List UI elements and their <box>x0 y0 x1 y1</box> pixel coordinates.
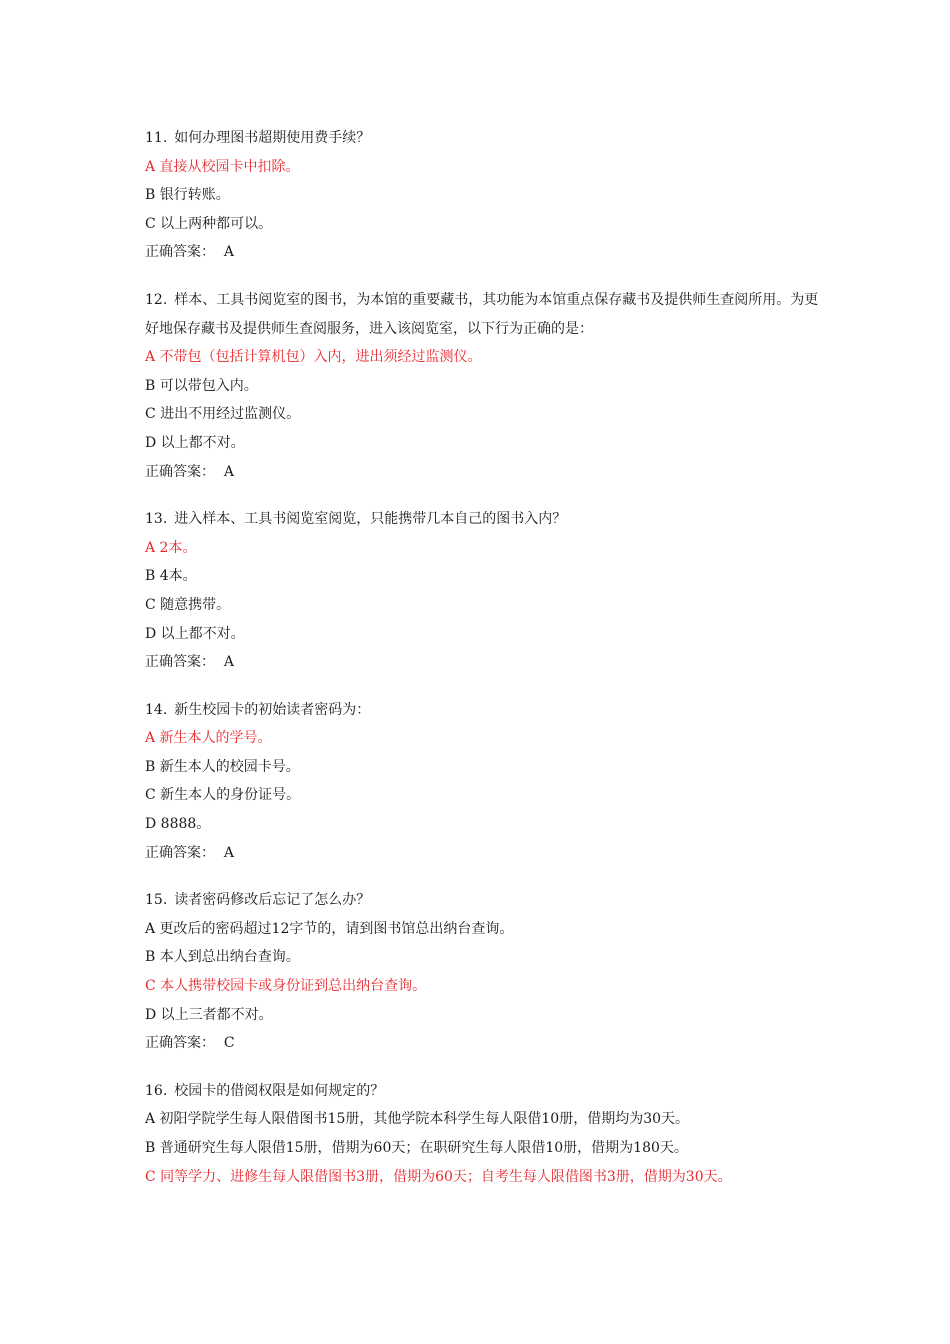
question-number: 16. <box>145 1082 168 1099</box>
answer-value: A <box>223 463 235 480</box>
option-correct: A 2本。 <box>145 539 197 556</box>
answer-label: 正确答案： <box>145 654 215 671</box>
option: D 以上都不对。 <box>145 434 245 451</box>
answer-label: 正确答案： <box>145 1035 215 1052</box>
option: D 8888。 <box>145 816 211 833</box>
question-number: 13. <box>145 511 168 528</box>
correct-answer-line <box>145 238 825 267</box>
question-block <box>145 1077 825 1191</box>
answer-label: 正确答案： <box>145 463 215 480</box>
question-text <box>145 286 825 343</box>
document-body <box>145 124 825 1210</box>
question-number: 15. <box>145 892 168 909</box>
option-correct: C 本人携带校园卡或身份证到总出纳台查询。 <box>145 978 427 995</box>
option: D 以上三者都不对。 <box>145 1006 273 1023</box>
correct-answer-line <box>145 458 825 487</box>
correct-answer-line <box>145 839 825 868</box>
option: B 可以带包入内。 <box>145 377 258 394</box>
question-block <box>145 696 825 868</box>
question-text <box>145 696 825 725</box>
option-correct: C 同等学力、进修生每人限借图书3册，借期为60天；自考生每人限借图书3册，借期为30天。 <box>145 1168 732 1185</box>
option: A 更改后的密码超过12字节的，请到图书馆总出纳台查询。 <box>145 920 514 937</box>
question-stem: 读者密码修改后忘记了怎么办？ <box>174 892 371 909</box>
question-block <box>145 286 825 486</box>
option: C 随意携带。 <box>145 596 231 613</box>
option: B 新生本人的校园卡号。 <box>145 758 300 775</box>
option: D 以上都不对。 <box>145 625 245 642</box>
option-correct: A 直接从校园卡中扣除。 <box>145 158 300 175</box>
question-text <box>145 886 825 915</box>
question-stem: 样本、工具书阅览室的图书，为本馆的重要藏书，其功能为本馆重点保存藏书及提供师生查阅所用。为更好地保存藏书及提供师生查阅服务，进入该阅览室，以下行为正确的是： <box>145 291 819 337</box>
answer-value: A <box>223 844 235 861</box>
question-block <box>145 505 825 677</box>
answer-label: 正确答案： <box>145 244 215 261</box>
answer-label: 正确答案： <box>145 844 215 861</box>
question-text <box>145 1077 825 1106</box>
option: B 本人到总出纳台查询。 <box>145 949 300 966</box>
answer-value: A <box>223 244 235 261</box>
answer-value: C <box>223 1035 235 1052</box>
answer-value: A <box>223 654 235 671</box>
option: C 进出不用经过监测仪。 <box>145 406 301 423</box>
question-text <box>145 505 825 534</box>
question-stem: 校园卡的借阅权限是如何规定的？ <box>174 1082 385 1099</box>
correct-answer-line <box>145 648 825 677</box>
correct-answer-line <box>145 1029 825 1058</box>
option: C 新生本人的身份证号。 <box>145 787 301 804</box>
question-block <box>145 124 825 267</box>
option-correct: A 不带包（包括计算机包）入内，进出须经过监测仪。 <box>145 349 482 366</box>
question-block <box>145 886 825 1058</box>
question-stem: 进入样本、工具书阅览室阅览，只能携带几本自己的图书入内？ <box>174 511 567 528</box>
question-number: 14. <box>145 701 168 718</box>
option-correct: A 新生本人的学号。 <box>145 730 272 747</box>
question-stem: 如何办理图书超期使用费手续？ <box>174 130 371 146</box>
option: C 以上两种都可以。 <box>145 215 273 232</box>
question-number: 11. <box>145 130 168 146</box>
option: B 4本。 <box>145 568 197 585</box>
option: B 银行转账。 <box>145 187 230 204</box>
question-number: 12. <box>145 291 168 308</box>
question-stem: 新生校园卡的初始读者密码为： <box>174 701 371 718</box>
option: B 普通研究生每人限借15册，借期为60天；在职研究生每人限借10册，借期为180天。 <box>145 1140 688 1156</box>
option: A 初阳学院学生每人限借图书15册，其他学院本科学生每人限借10册，借期均为30天。 <box>145 1111 690 1128</box>
question-text <box>145 124 825 153</box>
